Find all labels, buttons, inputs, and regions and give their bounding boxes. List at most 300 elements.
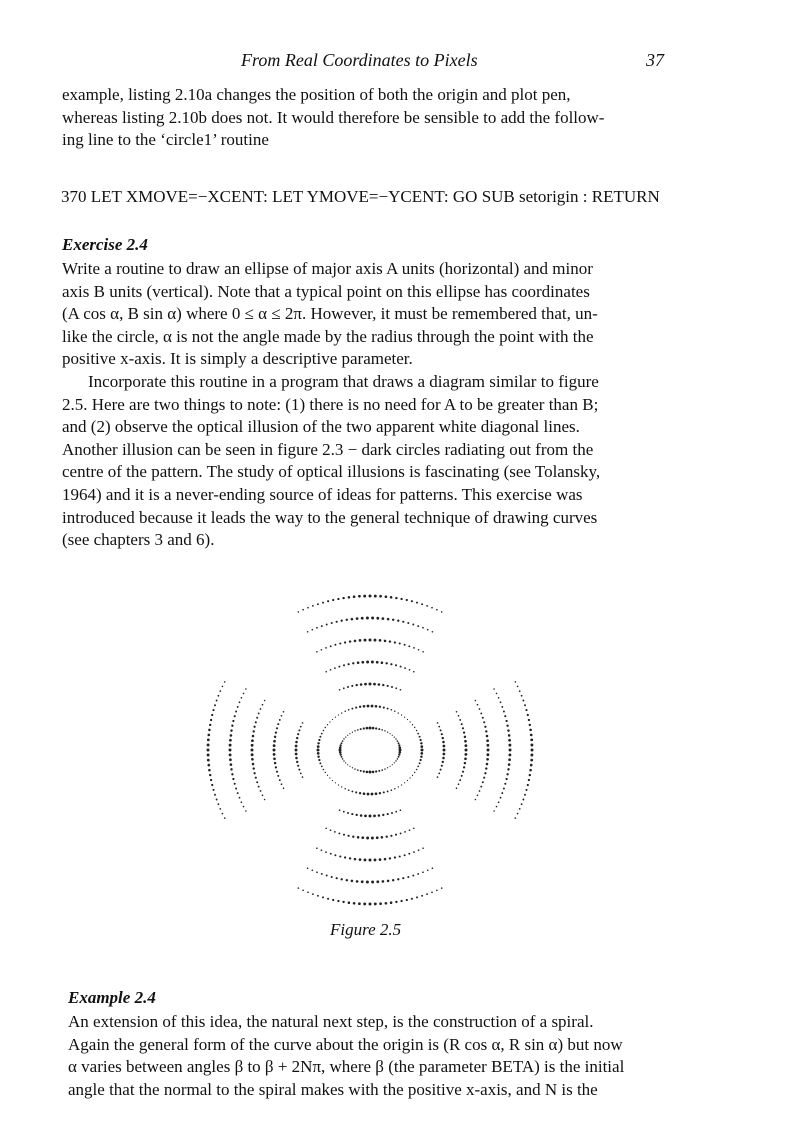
ellipse-dot: [464, 744, 467, 747]
ellipse-dot: [316, 627, 318, 629]
ellipse-dot: [211, 784, 213, 786]
ellipse-dot: [515, 817, 517, 819]
ellipse-dot: [302, 776, 304, 778]
ellipse-dot: [418, 849, 420, 851]
ellipse-dot: [530, 744, 533, 747]
ellipse-dot: [330, 645, 332, 647]
ellipse-dot: [231, 773, 233, 775]
ellipse-dot: [235, 711, 237, 713]
ellipse-dot: [311, 869, 313, 871]
ellipse-dot: [214, 704, 216, 706]
ellipse-dot: [237, 706, 239, 708]
concentric-ellipses-diagram: [190, 585, 550, 915]
ellipse-dot: [387, 813, 389, 815]
ellipse-dot: [317, 895, 319, 897]
ellipse-dot: [357, 769, 359, 771]
ellipse-dot: [209, 774, 211, 776]
ellipse-dot: [262, 794, 264, 796]
ellipse-dot: [325, 647, 327, 649]
ellipse-dot: [379, 595, 382, 598]
ellipse-dot: [277, 775, 279, 777]
ellipse-dot: [364, 858, 367, 861]
ellipse-dot: [421, 749, 424, 752]
text-line: 1964) and it is a never-ending source of ideas for patterns. This exercise was: [62, 484, 583, 504]
ellipse-dot: [485, 767, 487, 769]
ellipse-dot: [343, 760, 344, 761]
ellipse-dot: [400, 666, 402, 668]
ellipse-dot: [456, 787, 458, 789]
ellipse-dot: [479, 708, 481, 710]
ellipse-dot: [332, 719, 333, 720]
ellipse-dot: [363, 770, 365, 772]
ellipse-dot: [400, 689, 402, 691]
ellipse-dot: [379, 639, 382, 642]
ellipse-dot: [375, 727, 377, 729]
ellipse-dot: [529, 729, 532, 732]
ellipse-dot: [358, 595, 361, 598]
ellipse-dot: [413, 851, 415, 853]
ellipse-dot: [422, 871, 424, 873]
ellipse-dot: [486, 744, 489, 747]
ellipse-dot: [321, 733, 323, 735]
ellipse-dot: [402, 877, 404, 879]
ellipse-dot: [420, 752, 423, 755]
ellipse-dot: [298, 887, 300, 889]
ellipse-dot: [409, 829, 411, 831]
ellipse-dot: [208, 729, 211, 732]
ellipse-dot: [422, 651, 424, 653]
ellipse-dot: [245, 810, 247, 812]
ellipse-dot: [442, 757, 445, 760]
ellipse-dot: [376, 661, 379, 664]
ellipse-dot: [363, 902, 366, 905]
ellipse-dot: [376, 617, 379, 620]
ellipse-dot: [508, 758, 511, 761]
ellipse-dot: [369, 683, 372, 686]
ellipse-dot: [224, 817, 226, 819]
ellipse-dot: [389, 640, 391, 642]
ellipse-dot: [394, 736, 395, 737]
ellipse-dot: [334, 831, 336, 833]
ellipse-dot: [427, 869, 429, 871]
ellipse-dot: [323, 769, 325, 771]
ellipse-dot: [529, 724, 531, 726]
ellipse-dot: [234, 715, 236, 717]
ellipse-dot: [437, 776, 439, 778]
ellipse-dot: [318, 739, 320, 741]
ellipse-dot: [398, 786, 399, 787]
ellipse-dot: [442, 761, 444, 763]
text-line: like the circle, α is not the angle made by the radius through the point with the: [62, 326, 594, 346]
ellipse-dot: [253, 726, 255, 728]
ellipse-dot: [371, 793, 374, 796]
ellipse-dot: [319, 762, 321, 764]
ellipse-dot: [252, 763, 255, 766]
ellipse-dot: [357, 836, 360, 839]
ellipse-dot: [409, 777, 410, 778]
ellipse-dot: [360, 814, 363, 817]
ellipse-dot: [229, 744, 232, 747]
ellipse-dot: [327, 775, 328, 776]
ellipse-dot: [340, 753, 342, 755]
ellipse-dot: [395, 687, 397, 689]
ellipse-dot: [307, 891, 309, 893]
ellipse-dot: [327, 724, 328, 725]
ellipse-dot: [253, 772, 255, 774]
exercise-paragraph: [62, 258, 600, 552]
ellipse-dot: [464, 753, 467, 756]
ellipse-dot: [321, 873, 323, 875]
ellipse-dot: [402, 621, 404, 623]
ellipse-dot: [224, 681, 226, 683]
ellipse-dot: [501, 706, 503, 708]
ellipse-dot: [338, 714, 339, 715]
ellipse-dot: [339, 689, 341, 691]
ellipse-dot: [387, 880, 390, 883]
ellipse-dot: [522, 700, 524, 702]
ellipse-dot: [390, 835, 392, 837]
ellipse-dot: [464, 757, 467, 760]
text-line: example, listing 2.10a changes the position of both the origin and plot pen,: [62, 85, 571, 104]
ellipse-dot: [401, 784, 402, 785]
ellipse-dot: [321, 849, 323, 851]
ellipse-dot: [229, 739, 232, 742]
ellipse-dot: [462, 727, 464, 729]
ellipse-dot: [371, 617, 374, 620]
ellipse-dot: [363, 705, 366, 708]
ellipse-dot: [438, 726, 440, 728]
ellipse-dot: [325, 727, 326, 728]
ellipse-dot: [347, 663, 349, 665]
ellipse-dot: [214, 794, 216, 796]
ellipse-dot: [416, 769, 418, 771]
ellipse-dot: [400, 832, 402, 834]
ellipse-dot: [384, 858, 387, 861]
ellipse-dot: [338, 784, 339, 785]
ellipse-dot: [382, 814, 384, 816]
ellipse-dot: [398, 756, 400, 758]
ellipse-dot: [312, 893, 314, 895]
ellipse-dot: [483, 777, 485, 779]
ellipse-dot: [519, 690, 521, 692]
ellipse-dot: [316, 871, 318, 873]
ellipse-dot: [330, 829, 332, 831]
ellipse-dot: [311, 629, 313, 631]
text-line: Incorporate this routine in a program that draws a diagram similar to figure: [88, 371, 599, 391]
ellipse-dot: [529, 769, 532, 772]
ellipse-dot: [411, 898, 413, 900]
ellipse-dot: [251, 744, 254, 747]
ellipse-dot: [334, 644, 336, 646]
ellipse-dot: [390, 733, 391, 734]
ellipse-dot: [321, 625, 323, 627]
ellipse-dot: [357, 729, 359, 731]
ellipse-dot: [521, 695, 523, 697]
ellipse-dot: [508, 744, 511, 747]
ellipse-dot: [361, 661, 364, 664]
ellipse-dot: [351, 685, 353, 687]
ellipse-dot: [484, 726, 486, 728]
ellipse-dot: [420, 742, 422, 744]
ellipse-dot: [413, 828, 415, 830]
ellipse-dot: [378, 770, 380, 772]
ellipse-dot: [329, 777, 330, 778]
ellipse-dot: [383, 791, 385, 793]
ellipse-dot: [341, 712, 342, 713]
ellipse-dot: [262, 704, 264, 706]
ellipse-dot: [374, 639, 377, 642]
ellipse-dot: [354, 858, 357, 861]
ellipse-dot: [360, 728, 362, 730]
ellipse-dot: [390, 901, 393, 904]
ellipse-dot: [341, 756, 343, 758]
ellipse-dot: [385, 902, 388, 905]
ellipse-dot: [251, 739, 254, 742]
ellipse-dot: [528, 779, 530, 781]
ellipse-dot: [390, 766, 391, 767]
ellipse-dot: [417, 766, 419, 768]
text-line: whereas listing 2.10b does not. It would therefore be sensible to add the follow-: [62, 107, 605, 127]
ellipse-dot: [353, 902, 356, 905]
ellipse-dot: [336, 877, 338, 879]
text-line: introduced because it leads the way to the general technique of drawing curves: [62, 507, 598, 527]
ellipse-dot: [317, 752, 320, 755]
ellipse-dot: [274, 762, 276, 764]
ellipse-dot: [407, 719, 408, 720]
ellipse-dot: [422, 847, 424, 849]
ellipse-dot: [398, 744, 400, 746]
ellipse-dot: [530, 739, 533, 742]
ellipse-dot: [406, 899, 408, 901]
ellipse-dot: [412, 724, 413, 725]
ellipse-dot: [317, 749, 320, 752]
ellipse-dot: [216, 799, 218, 801]
ellipse-dot: [379, 858, 382, 861]
ellipse-dot: [283, 787, 285, 789]
ellipse-dot: [243, 693, 245, 695]
ellipse-dot: [342, 597, 344, 599]
ellipse-dot: [465, 749, 468, 752]
ellipse-dot: [243, 806, 245, 808]
ellipse-dot: [348, 901, 351, 904]
ellipse-dot: [219, 808, 221, 810]
ellipse-dot: [369, 595, 372, 598]
ellipse-dot: [229, 753, 232, 756]
ellipse-dot: [493, 810, 495, 812]
ellipse-dot: [331, 876, 333, 878]
ellipse-dot: [255, 721, 257, 723]
ellipse-dot: [486, 758, 489, 761]
ellipse-dot: [521, 803, 523, 805]
ellipse-dot: [295, 741, 298, 744]
ellipse-dot: [318, 759, 320, 761]
ellipse-dot: [382, 880, 385, 883]
ellipse-dot: [316, 847, 318, 849]
code-line: 370 LET XMOVE=−XCENT: LET YMOVE=−YCENT: GO SUB setorigin : RETURN: [61, 187, 660, 206]
ellipse-dot: [219, 690, 221, 692]
ellipse-dot: [416, 602, 418, 604]
ellipse-dot: [427, 629, 429, 631]
ellipse-dot: [480, 786, 482, 788]
ellipse-dot: [209, 724, 211, 726]
ellipse-dot: [355, 707, 357, 709]
ellipse-dot: [515, 681, 517, 683]
ellipse-dot: [352, 732, 353, 733]
ellipse-dot: [210, 779, 212, 781]
ellipse-dot: [389, 857, 391, 859]
ellipse-dot: [331, 622, 333, 624]
ellipse-dot: [420, 745, 423, 748]
ellipse-dot: [317, 742, 319, 744]
ellipse-dot: [462, 771, 464, 773]
ellipse-dot: [217, 803, 219, 805]
ellipse-dot: [369, 903, 372, 906]
ellipse-dot: [463, 731, 465, 733]
ellipse-dot: [418, 649, 420, 651]
ellipse-dot: [407, 780, 408, 781]
ellipse-dot: [337, 900, 339, 902]
ellipse-dot: [397, 878, 399, 880]
ellipse-dot: [525, 709, 527, 711]
ellipse-dot: [241, 801, 243, 803]
ellipse-dot: [409, 669, 411, 671]
ellipse-dot: [332, 899, 334, 901]
ellipse-dot: [419, 762, 421, 764]
ellipse-dot: [341, 786, 342, 787]
ellipse-dot: [508, 763, 511, 766]
ellipse-dot: [412, 875, 414, 877]
ellipse-dot: [340, 744, 342, 746]
ellipse-dot: [381, 729, 383, 731]
ellipse-dot: [432, 631, 434, 633]
ellipse-dot: [530, 754, 533, 757]
ellipse-dot: [258, 786, 260, 788]
ellipse-dot: [441, 765, 443, 767]
ellipse-dot: [477, 794, 479, 796]
ellipse-dot: [506, 773, 508, 775]
text-line: positive x-axis. It is simply a descriptive parameter.: [62, 349, 413, 369]
ellipse-dot: [342, 758, 344, 760]
ellipse-dot: [274, 736, 276, 738]
ellipse-dot: [339, 809, 341, 811]
ellipse-dot: [461, 775, 463, 777]
ellipse-dot: [463, 766, 465, 768]
ellipse-dot: [359, 858, 362, 861]
ellipse-dot: [330, 853, 332, 855]
ellipse-dot: [212, 789, 214, 791]
ellipse-dot: [437, 722, 439, 724]
ellipse-dot: [479, 790, 481, 792]
ellipse-dot: [398, 742, 400, 744]
ellipse-dot: [317, 603, 319, 605]
ellipse-dot: [387, 708, 389, 710]
ellipse-dot: [421, 895, 423, 897]
ellipse-dot: [530, 759, 533, 762]
ellipse-dot: [319, 736, 321, 738]
ellipse-dot: [375, 705, 378, 708]
ellipse-dot: [330, 669, 332, 671]
ellipse-dot: [524, 704, 526, 706]
ellipse-dot: [335, 782, 336, 783]
ellipse-dot: [281, 715, 283, 717]
ellipse-dot: [524, 794, 526, 796]
ellipse-dot: [527, 714, 529, 716]
ellipse-dot: [296, 761, 298, 763]
ellipse-dot: [395, 738, 396, 739]
exercise-heading: Exercise 2.4: [62, 235, 148, 254]
ellipse-dot: [485, 730, 487, 732]
ellipse-dot: [374, 902, 377, 905]
ellipse-dot: [356, 617, 359, 620]
ellipse-dot: [484, 772, 486, 774]
ellipse-dot: [385, 595, 388, 598]
ellipse-dot: [232, 720, 234, 722]
ellipse-dot: [351, 790, 353, 792]
ellipse-dot: [251, 749, 254, 752]
ellipse-dot: [412, 624, 414, 626]
text-line: angle that the normal to the spiral makes with the positive x-axis, and N is the: [68, 1079, 598, 1099]
ellipse-dot: [351, 813, 353, 815]
ellipse-dot: [329, 721, 330, 722]
ellipse-dot: [239, 797, 241, 799]
ellipse-dot: [384, 768, 385, 769]
ellipse-dot: [295, 753, 298, 756]
ellipse-dot: [486, 763, 489, 766]
ellipse-dot: [397, 758, 399, 760]
ellipse-dot: [295, 745, 298, 748]
ellipse-dot: [364, 639, 367, 642]
ellipse-dot: [322, 602, 324, 604]
ellipse-dot: [222, 813, 224, 815]
ellipse-dot: [398, 712, 399, 713]
ellipse-dot: [349, 733, 350, 734]
ellipse-dot: [378, 814, 381, 817]
ellipse-dot: [504, 715, 506, 717]
ellipse-dot: [456, 711, 458, 713]
ellipse-dot: [422, 627, 424, 629]
ellipse-dot: [364, 683, 367, 686]
ellipse-dot: [376, 836, 379, 839]
ellipse-dot: [347, 735, 348, 736]
text-line: An extension of this idea, the natural next step, is the construction of a spiral.: [68, 1012, 594, 1031]
ellipse-dot: [527, 784, 529, 786]
ellipse-dot: [486, 739, 489, 742]
ellipse-dot: [326, 875, 328, 877]
ellipse-dot: [390, 663, 392, 665]
ellipse-dot: [421, 603, 423, 605]
ellipse-dot: [500, 701, 502, 703]
ellipse-dot: [334, 667, 336, 669]
ellipse-dot: [256, 781, 258, 783]
ellipse-dot: [235, 788, 237, 790]
ellipse-dot: [373, 683, 376, 686]
ellipse-dot: [338, 832, 340, 834]
ellipse-dot: [406, 599, 408, 601]
ellipse-dot: [486, 735, 489, 738]
ellipse-dot: [275, 731, 277, 733]
ellipse-dot: [361, 836, 364, 839]
ellipse-dot: [522, 799, 524, 801]
ellipse-dot: [367, 793, 370, 796]
ellipse-dot: [417, 625, 419, 627]
ellipse-dot: [431, 607, 433, 609]
ellipse-dot: [459, 719, 461, 721]
ellipse-dot: [279, 719, 281, 721]
ellipse-dot: [207, 754, 210, 757]
ellipse-dot: [211, 714, 213, 716]
ellipse-dot: [347, 812, 349, 814]
ellipse-dot: [486, 753, 489, 756]
